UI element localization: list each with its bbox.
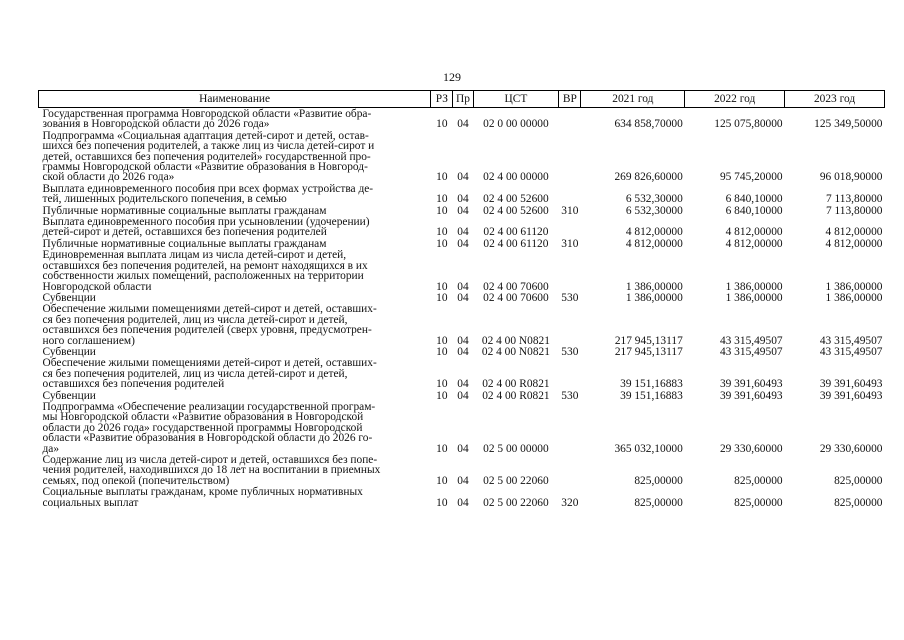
- cell-rz: 10: [436, 118, 448, 131]
- cell-cst: 02 4 00 70600: [483, 280, 549, 293]
- cell-rz: 10: [436, 226, 448, 239]
- cell-rz: 10: [436, 389, 448, 402]
- column-header-pr: Пр: [453, 91, 473, 108]
- page-number: 129: [443, 70, 461, 84]
- cell-name: Подпрограмма «Социальная адаптация детей-сирот и детей, остав- шихся без попечения родителей, а также лиц из числа детей-сирот и детей, оставшихся без попечения родителей» государственной про- граммы Новгородской области «Развитие образования в Новгород- ской области до 2026 года»: [42, 129, 375, 184]
- cell-2021: 4 812,00000: [625, 226, 683, 239]
- cell-pr: 04: [457, 204, 469, 217]
- table-row: [39, 238, 885, 249]
- cell-vr: 320: [561, 496, 579, 509]
- table-row: [39, 216, 885, 238]
- cell-rz: 10: [436, 204, 448, 217]
- cell-2021: 4 812,00000: [625, 237, 683, 250]
- cell-name: Выплата единовременного пособия при усыновлении (удочерении) детей-сирот и детей, оставшихся без попечения родителей: [42, 216, 370, 239]
- cell-name: Обеспечение жилыми помещениями детей-сирот и детей, оставших- ся без попечения родителей, лиц из числа детей-сирот и детей, оставшихся без попечения родителей: [42, 357, 377, 391]
- cell-2021: 6 532,30000: [625, 204, 683, 217]
- column-header-name: Наименование: [39, 91, 431, 108]
- cell-rz: 10: [436, 193, 448, 206]
- cell-2022: 4 812,00000: [725, 226, 783, 239]
- cell-cst: 02 4 00 R0821: [482, 389, 550, 402]
- cell-pr: 04: [457, 193, 469, 206]
- cell-2023: 7 113,80000: [825, 204, 883, 217]
- cell-name: Подпрограмма «Обеспечение реализации государственной програм- мы Новгородской области «Развитие образования в Новгородской области до 2026 года» государственной программы Новгородской области «Развитие образования в Новгородской области до 2026 го- да»: [42, 400, 376, 455]
- column-header-2023: 2023 год: [785, 91, 885, 108]
- cell-2022: 1 386,00000: [725, 291, 783, 304]
- column-header-vr: ВР: [559, 91, 581, 108]
- cell-pr: 04: [457, 237, 469, 250]
- cell-2023: 29 330,60000: [819, 442, 883, 455]
- table-header-row: [39, 91, 885, 108]
- cell-2023: 825,00000: [834, 474, 883, 487]
- cell-vr: [559, 183, 581, 205]
- cell-2023: 43 315,49507: [819, 345, 883, 358]
- cell-2022: 29 330,60000: [719, 442, 783, 455]
- cell-vr: 530: [561, 291, 579, 304]
- cell-rz: 10: [436, 280, 448, 293]
- cell-name: Субвенции: [42, 345, 96, 358]
- cell-cst: 02 4 00 N0821: [481, 345, 550, 358]
- cell-name: Обеспечение жилыми помещениями детей-сирот и детей, оставших- ся без попечения родителей, лиц из числа детей-сирот и детей, оставшихся без попечения родителей (сверх уровня, предусмотрен- ного соглашением): [42, 303, 377, 347]
- cell-vr: [559, 303, 581, 346]
- cell-pr: 04: [457, 118, 469, 131]
- table-row: [39, 346, 885, 357]
- cell-vr: 310: [561, 237, 579, 250]
- table-row: [39, 205, 885, 216]
- cell-cst: 02 4 00 52600: [483, 193, 549, 206]
- cell-2021: 1 386,00000: [625, 291, 683, 304]
- cell-2021: 1 386,00000: [625, 280, 683, 293]
- cell-name: Социальные выплаты гражданам, кроме публичных нормативных социальных выплат: [42, 486, 363, 509]
- cell-2022: 39 391,60493: [719, 389, 783, 402]
- cell-2022: 6 840,10000: [725, 204, 783, 217]
- cell-cst: 02 5 00 00000: [483, 442, 549, 455]
- cell-pr: 04: [457, 496, 469, 509]
- cell-rz: 10: [436, 474, 448, 487]
- cell-2022: 1 386,00000: [725, 280, 783, 293]
- table-row: [39, 183, 885, 205]
- cell-2022: 39 391,60493: [719, 378, 783, 391]
- cell-2022: 4 812,00000: [725, 237, 783, 250]
- cell-name: Единовременная выплата лицам из числа детей-сирот и детей, оставшихся без попечения родителей, на ремонт находящихся в их собственности жилых помещений, расположенных на территории Новгородской области: [42, 249, 368, 293]
- cell-cst: 02 4 00 52600: [483, 204, 549, 217]
- cell-vr: [559, 401, 581, 454]
- cell-rz: 10: [436, 291, 448, 304]
- cell-pr: 04: [457, 474, 469, 487]
- cell-2022: 95 745,20000: [719, 171, 783, 184]
- cell-pr: 04: [457, 291, 469, 304]
- cell-vr: 530: [561, 345, 579, 358]
- cell-2023: 96 018,90000: [819, 171, 883, 184]
- cell-2021: 825,00000: [634, 496, 683, 509]
- cell-rz: 10: [436, 345, 448, 358]
- table-row: [39, 130, 885, 183]
- table-row: [39, 454, 885, 486]
- cell-name: Содержание лиц из числа детей-сирот и детей, оставшихся без попе- чения родителей, находившихся до 18 лет на воспитании в приемных семьях, под опекой (попечительством): [42, 454, 381, 487]
- cell-cst: 02 4 00 70600: [483, 291, 549, 304]
- cell-2022: 43 315,49507: [719, 345, 783, 358]
- cell-cst: 02 4 00 61120: [483, 237, 549, 250]
- cell-2022: 825,00000: [734, 496, 783, 509]
- cell-2023: 4 812,00000: [825, 237, 883, 250]
- cell-name: Субвенции: [42, 389, 96, 402]
- cell-vr: [559, 454, 581, 486]
- cell-name: Государственная программа Новгородской области «Развитие обра- зования в Новгородской области до 2026 года»: [42, 108, 372, 131]
- cell-rz: 10: [436, 496, 448, 509]
- cell-2023: 125 349,50000: [814, 118, 883, 131]
- cell-vr: [559, 216, 581, 238]
- cell-vr: 530: [561, 389, 579, 402]
- cell-vr: [559, 130, 581, 183]
- cell-2023: 43 315,49507: [819, 334, 883, 347]
- cell-2022: 6 840,10000: [725, 193, 783, 206]
- cell-2023: 4 812,00000: [825, 226, 883, 239]
- table-row: [39, 292, 885, 303]
- table-row: [39, 108, 885, 130]
- cell-2022: 825,00000: [734, 474, 783, 487]
- cell-pr: 04: [457, 226, 469, 239]
- table-row: [39, 249, 885, 292]
- cell-vr: [559, 249, 581, 292]
- cell-2023: 825,00000: [834, 496, 883, 509]
- cell-pr: 04: [457, 280, 469, 293]
- cell-pr: 04: [457, 334, 469, 347]
- budget-table: [38, 90, 885, 508]
- cell-2022: 43 315,49507: [719, 334, 783, 347]
- cell-cst: 02 4 00 R0821: [482, 378, 550, 391]
- cell-2021: 39 151,16883: [620, 389, 683, 402]
- cell-pr: 04: [457, 345, 469, 358]
- table-body: [39, 108, 885, 509]
- cell-2023: 7 113,80000: [825, 193, 883, 206]
- cell-vr: [559, 357, 581, 389]
- cell-name: Публичные нормативные социальные выплаты гражданам: [42, 204, 327, 217]
- cell-vr: 310: [561, 204, 579, 217]
- cell-rz: 10: [436, 378, 448, 391]
- cell-2021: 217 945,13117: [614, 345, 683, 358]
- cell-2021: 269 826,60000: [614, 171, 683, 184]
- column-header-2022: 2022 год: [685, 91, 785, 108]
- cell-cst: 02 4 00 N0821: [481, 334, 550, 347]
- cell-rz: 10: [436, 171, 448, 184]
- cell-2023: 1 386,00000: [825, 291, 883, 304]
- cell-cst: 02 5 00 22060: [483, 474, 549, 487]
- cell-pr: 04: [457, 442, 469, 455]
- table-row: [39, 390, 885, 401]
- cell-name: Субвенции: [42, 291, 96, 304]
- cell-pr: 04: [457, 378, 469, 391]
- table-row: [39, 303, 885, 346]
- cell-2023: 1 386,00000: [825, 280, 883, 293]
- cell-2021: 217 945,13117: [614, 334, 683, 347]
- cell-rz: 10: [436, 442, 448, 455]
- cell-cst: 02 4 00 00000: [483, 171, 549, 184]
- cell-rz: 10: [436, 334, 448, 347]
- cell-pr: 04: [457, 171, 469, 184]
- column-header-2021: 2021 год: [581, 91, 685, 108]
- table-row: [39, 401, 885, 454]
- cell-2021: 825,00000: [634, 474, 683, 487]
- cell-name: Выплата единовременного пособия при всех формах устройства де- тей, лишенных родительского попечения, в семью: [42, 182, 374, 206]
- cell-cst: 02 5 00 22060: [483, 496, 549, 509]
- cell-2023: 39 391,60493: [819, 389, 883, 402]
- cell-cst: 02 4 00 61120: [483, 226, 549, 239]
- cell-vr: [559, 108, 581, 130]
- cell-2021: 6 532,30000: [625, 193, 683, 206]
- cell-2023: 39 391,60493: [819, 378, 883, 391]
- cell-2021: 365 032,10000: [614, 442, 683, 455]
- cell-2021: 39 151,16883: [620, 378, 683, 391]
- cell-2022: 125 075,80000: [714, 118, 783, 131]
- column-header-rz: РЗ: [431, 91, 453, 108]
- column-header-cst: ЦСТ: [473, 91, 559, 108]
- cell-rz: 10: [436, 237, 448, 250]
- cell-cst: 02 0 00 00000: [483, 118, 549, 131]
- table-row: [39, 486, 885, 508]
- table-row: [39, 357, 885, 389]
- cell-pr: 04: [457, 389, 469, 402]
- cell-name: Публичные нормативные социальные выплаты гражданам: [42, 237, 327, 250]
- cell-2021: 634 858,70000: [614, 118, 683, 131]
